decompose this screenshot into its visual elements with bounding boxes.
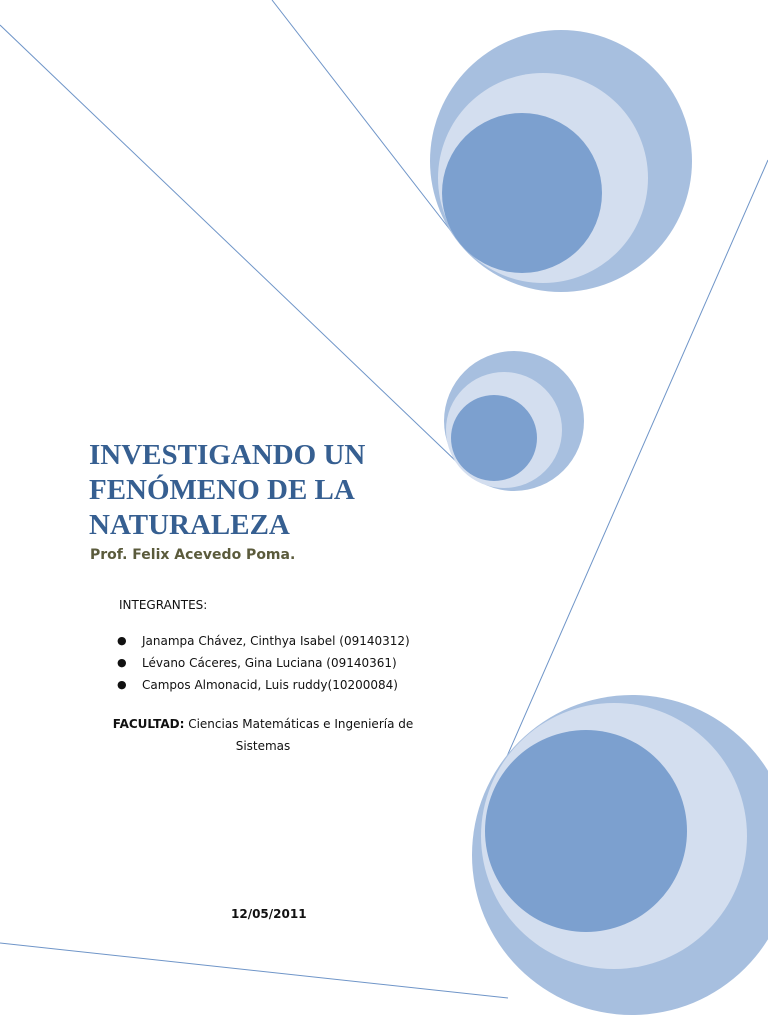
- bullet-icon: ●: [117, 678, 127, 691]
- circle-large-top: [430, 30, 692, 292]
- diagonal-line-left: [0, 25, 460, 465]
- title-line-1: INVESTIGANDO UN: [89, 439, 366, 471]
- faculty-block: [110, 713, 416, 757]
- faculty-label: FACULTAD:: [112, 717, 185, 731]
- circle-small-middle: [444, 351, 584, 491]
- document-date: 12/05/2011: [231, 907, 307, 921]
- professor-name: Prof. Felix Acevedo Poma.: [90, 547, 296, 563]
- title-line-3: NATURALEZA: [89, 509, 290, 541]
- members-list: [117, 632, 410, 698]
- bottom-line: [0, 943, 508, 998]
- member-name: Lévano Cáceres, Gina Luciana (09140361): [142, 656, 397, 670]
- list-item: [117, 654, 410, 676]
- title-line-2: FENÓMENO DE LA: [89, 474, 355, 506]
- members-label: INTEGRANTES:: [119, 598, 208, 612]
- bullet-icon: ●: [117, 634, 127, 647]
- list-item: [117, 632, 410, 654]
- diagonal-line-top: [272, 0, 458, 240]
- faculty-value: Ciencias Matemáticas e Ingeniería de Sistemas: [188, 717, 414, 753]
- list-item: [117, 676, 410, 698]
- member-name: Janampa Chávez, Cinthya Isabel (09140312): [142, 634, 410, 648]
- bullet-icon: ●: [117, 656, 127, 669]
- document-title: [89, 438, 429, 543]
- circle-large-bottom: [472, 695, 768, 1015]
- member-name: Campos Almonacid, Luis ruddy(10200084): [142, 678, 398, 692]
